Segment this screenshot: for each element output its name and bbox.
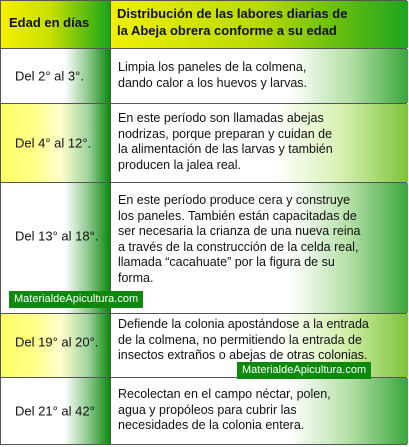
desc-cell: [111, 378, 408, 444]
table-row: [1, 49, 408, 103]
desc-line: los paneles. También están capacitadas de: [118, 208, 357, 223]
age-label: Del 13° al 18°.: [15, 228, 99, 244]
desc-line: Recolectan en el campo néctar, polen,: [118, 387, 331, 401]
desc-line: dando calor a los huevos y larvas.: [118, 75, 307, 90]
desc-cell: [111, 104, 408, 182]
age-cell: [1, 314, 111, 377]
age-label: Del 2° al 3°.: [15, 68, 84, 84]
desc-line: agua y propóleos para cubrir las: [118, 402, 297, 417]
table-row: [1, 104, 408, 182]
age-cell: [1, 104, 111, 182]
header-desc-cell: [111, 1, 408, 48]
desc-cell: [111, 183, 408, 313]
desc-line: nodrizas, porque preparan y cuidan de: [118, 126, 333, 141]
desc-line: a través de la construcción de la celda real,: [118, 239, 359, 254]
table-row: [1, 378, 408, 444]
desc-line: insectos extraños o abejas de otras colonias.: [118, 348, 368, 363]
age-cell: [1, 378, 111, 444]
watermark-label: MaterialdeApicultura.com: [237, 362, 371, 379]
header-row: [1, 1, 408, 48]
desc-line: En este período son llamadas abejas: [118, 111, 324, 125]
desc-line: forma.: [118, 271, 154, 285]
desc-line: En este período produce cera y construye: [118, 193, 351, 207]
header-desc-line-2: la Abeja obrera conforme a su edad: [117, 23, 337, 38]
age-label: Del 21° al 42°: [15, 403, 95, 419]
desc-line: producen la jalea real.: [118, 157, 241, 172]
desc-line: Defiende la colonia apostándose a la entrada: [118, 317, 369, 331]
header-desc-line-1: Distribución de las labores diarias de: [117, 6, 348, 21]
desc-line: Limpia los paneles de la colmena,: [118, 60, 307, 74]
header-age-cell: [1, 1, 111, 48]
desc-line: necesidades de la colonia entera.: [118, 418, 305, 433]
header-age-label: Edad en días: [9, 15, 90, 30]
age-label: Del 4° al 12°.: [15, 135, 92, 151]
age-cell: [1, 49, 111, 103]
desc-line: la alimentación de las larvas y también: [118, 142, 333, 157]
desc-line: de la colmena, no permitiendo la entrada de: [118, 332, 362, 347]
desc-line: ser necesaria la crianza de una nueva reina: [118, 224, 361, 239]
desc-line: llamada “cacahuate” por la figura de su: [118, 255, 335, 270]
desc-cell: [111, 49, 408, 103]
watermark-label: MaterialdeApicultura.com: [9, 291, 143, 308]
age-label: Del 19° al 20°.: [15, 334, 99, 350]
